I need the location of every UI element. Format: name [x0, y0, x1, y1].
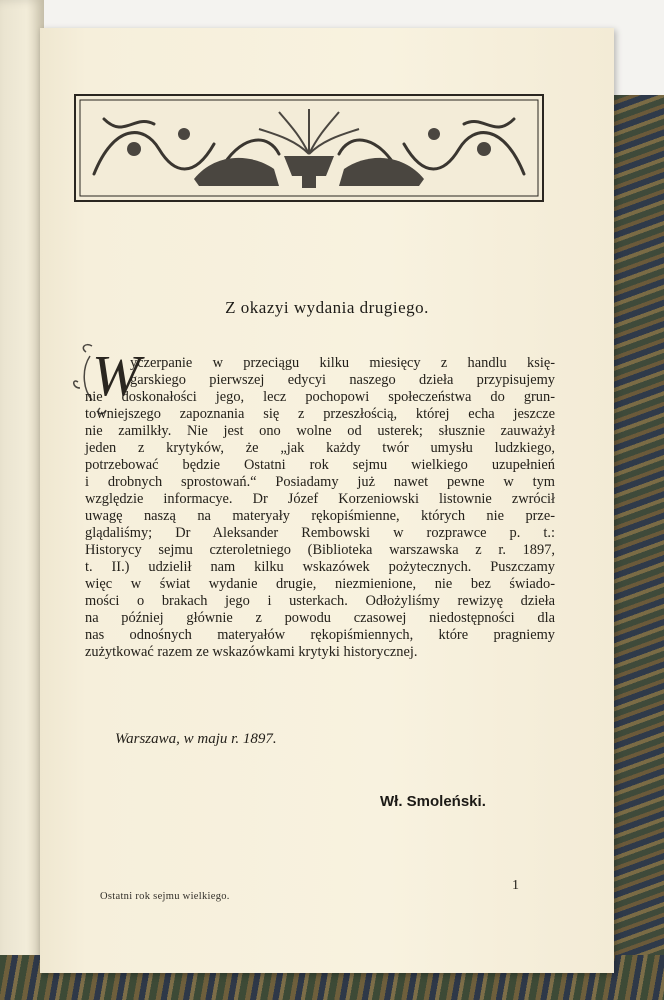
body-line: na później głównie z powodu czasowej niedostępności dla: [85, 610, 555, 626]
body-line: i drobnych sprostowań.“ Posiadamy już nawet pewne w tym: [85, 474, 555, 490]
body-line: nie doskonałości jego, lecz pochopowi społeczeństwa do grun-: [85, 389, 555, 405]
section-heading: Z okazyi wydania drugiego.: [225, 298, 429, 317]
body-line: mości o brakach jego i usterkach. Odłożyliśmy rewizyę dzieła: [85, 593, 555, 609]
book-marbled-edge: [612, 95, 664, 1000]
body-line: garskiego pierwszej edycyi naszego dzieła przypisujemy: [130, 372, 555, 388]
page-number: 1: [512, 878, 519, 893]
body-line: nie zamilkły. Nie jest ono wolne od usterek; słusznie zauważył: [85, 423, 555, 439]
body-line: potrzebować będzie Ostatni rok sejmu wielkiego uzupełnień: [85, 457, 555, 473]
body-line: zużytkować razem ze wskazówkami krytyki historycznej.: [85, 644, 418, 660]
body-line: nas odnośnych materyałów rękopiśmiennych, które pragniemy: [85, 627, 555, 643]
body-line: więc w świat wydanie drugie, niezmienione, nie bez świado-: [85, 576, 555, 592]
body-line: towniejszego zapoznania się z przeszłością, której echa jeszcze: [85, 406, 555, 422]
body-line: uwagę naszą na materyały rękopiśmienne, których nie prze-: [85, 508, 555, 524]
body-line: względzie informacye. Dr Józef Korzeniowski listownie zwrócił: [85, 491, 555, 507]
book-page: [40, 28, 614, 973]
footer-book-title: Ostatni rok sejmu wielkiego.: [100, 891, 230, 902]
left-page-edge: [0, 0, 44, 985]
body-line: t. II.) udzielił nam kilku wskazówek pożytecznych. Puszczamy: [85, 559, 555, 575]
ornamental-headpiece: [74, 94, 544, 202]
body-line: Historycy sejmu czteroletniego (Biblioteka warszawska z r. 1897,: [85, 542, 555, 558]
author-signature: Wł. Smoleński.: [380, 793, 486, 810]
body-line: jeden z krytyków, że „jak każdy twór umysłu ludzkiego,: [85, 440, 555, 456]
drop-cap-letter: W: [92, 343, 141, 408]
place-and-date: Warszawa, w maju r. 1897.: [115, 731, 277, 747]
body-line: glądaliśmy; Dr Aleksander Rembowski w rozprawce p. t.:: [85, 525, 555, 541]
body-line: yczerpanie w przeciągu kilku miesięcy z handlu księ-: [130, 355, 555, 371]
